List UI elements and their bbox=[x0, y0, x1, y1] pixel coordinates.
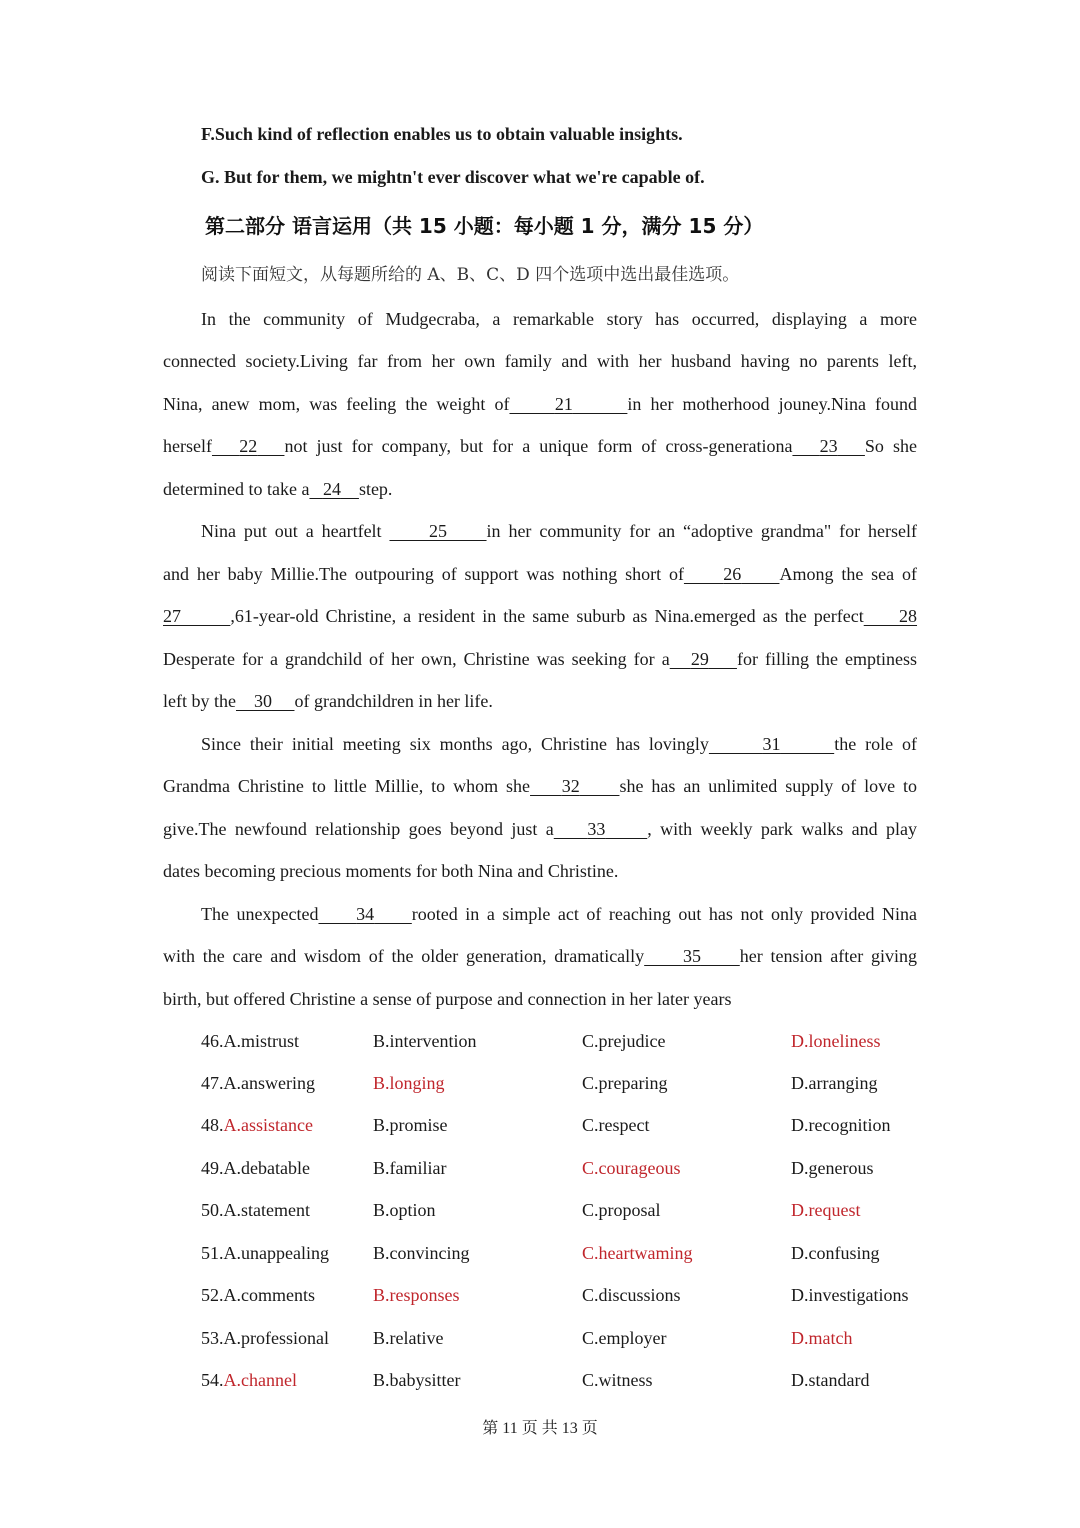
passage-line: birth, but offered Christine a sense of purpose and connection in her later years bbox=[163, 989, 732, 1009]
passage-line: Since their initial meeting six months ago, Christine has lovingly 31 the role of bbox=[201, 734, 918, 754]
passage-line: The unexpected 34 rooted in a simple act of reaching out has not only provided Nina bbox=[201, 904, 918, 924]
option-a-answer: 54.A.channel bbox=[201, 1370, 297, 1390]
option-c: C.proposal bbox=[582, 1200, 661, 1220]
option-a: 51.A.unappealing bbox=[201, 1243, 329, 1263]
passage-line: Grandma Christine to little Millie, to whom she 32 she has an unlimited supply of love to bbox=[163, 776, 917, 796]
option-a: 53.A.professional bbox=[201, 1328, 329, 1348]
passage-line: dates becoming precious moments for both Nina and Christine. bbox=[163, 861, 619, 881]
option-d: D.arranging bbox=[791, 1073, 878, 1093]
blank-35: 35 bbox=[682, 946, 701, 966]
blank-27: 27 bbox=[163, 606, 181, 626]
option-c: C.employer bbox=[582, 1328, 667, 1348]
option-row-54 bbox=[0, 1367, 1080, 1393]
option-row-52 bbox=[0, 1282, 1080, 1308]
blank-29: 29 bbox=[690, 649, 709, 669]
option-row-50 bbox=[0, 1197, 1080, 1223]
option-d-answer: D.loneliness bbox=[791, 1031, 881, 1051]
option-d-answer: D.match bbox=[791, 1328, 853, 1348]
passage-line: 27 ,61-year-old Christine, a resident in the same suburb as Nina.emerged as the perfect 28 bbox=[163, 606, 918, 626]
option-c: C.witness bbox=[582, 1370, 653, 1390]
option-d: D.confusing bbox=[791, 1243, 880, 1263]
sentence-option-f: F.Such kind of reflection enables us to obtain valuable insights. bbox=[201, 124, 683, 144]
blank-22: 22 bbox=[239, 436, 258, 456]
option-d: D.recognition bbox=[791, 1115, 891, 1135]
blank-32: 32 bbox=[561, 776, 580, 796]
option-c: C.preparing bbox=[582, 1073, 668, 1093]
passage-line: herself 22 not just for company, but for a unique form of cross-generationa 23 So she bbox=[163, 436, 917, 456]
blank-30: 30 bbox=[253, 691, 272, 711]
option-row-53 bbox=[0, 1325, 1080, 1351]
option-a-answer: 48.A.assistance bbox=[201, 1115, 313, 1135]
option-d: D.generous bbox=[791, 1158, 874, 1178]
blank-28: 28 bbox=[899, 606, 918, 626]
instruction: 阅读下面短文，从每题所给的 A、B、C、D 四个选项中选出最佳选项。 bbox=[201, 265, 740, 285]
blank-25: 25 bbox=[429, 521, 447, 541]
blank-34: 34 bbox=[356, 904, 375, 924]
blank-21: 21 bbox=[554, 394, 573, 414]
passage-line: with the care and wisdom of the older generation, dramatically 35 her tension after giving bbox=[163, 946, 917, 966]
option-b-answer: B.longing bbox=[373, 1073, 445, 1093]
option-b: B.familiar bbox=[373, 1158, 447, 1178]
option-a: 52.A.comments bbox=[201, 1285, 315, 1305]
option-d: D.standard bbox=[791, 1370, 870, 1390]
option-row-47 bbox=[0, 1070, 1080, 1096]
option-b: B.intervention bbox=[373, 1031, 477, 1051]
option-c: C.respect bbox=[582, 1115, 650, 1135]
option-b: B.promise bbox=[373, 1115, 448, 1135]
blank-26: 26 bbox=[723, 564, 742, 584]
option-row-51 bbox=[0, 1240, 1080, 1266]
option-a: 49.A.debatable bbox=[201, 1158, 310, 1178]
option-row-46 bbox=[0, 1028, 1080, 1054]
passage-line: In the community of Mudgecraba, a remarkable story has occurred, displaying a more bbox=[201, 309, 917, 329]
option-b-answer: B.responses bbox=[373, 1285, 460, 1305]
page-footer: 第 11 页 共 13 页 bbox=[482, 1420, 598, 1437]
option-c: C.prejudice bbox=[582, 1031, 666, 1051]
blank-33: 33 bbox=[587, 819, 606, 839]
passage-line: determined to take a 24 step. bbox=[163, 479, 393, 499]
option-b: B.babysitter bbox=[373, 1370, 461, 1390]
blank-23: 23 bbox=[819, 436, 838, 456]
passage-line: connected society.Living far from her own family and with her husband having no parents left, bbox=[163, 351, 917, 371]
option-d-answer: D.request bbox=[791, 1200, 861, 1220]
option-a: 47.A.answering bbox=[201, 1073, 315, 1093]
passage-line: Nina put out a heartfelt 25 in her community for an “adoptive grandma" for herself bbox=[201, 521, 917, 541]
option-d: D.investigations bbox=[791, 1285, 909, 1305]
option-b: B.option bbox=[373, 1200, 436, 1220]
sentence-option-g: G. But for them, we mightn't ever discover what we're capable of. bbox=[201, 167, 705, 187]
passage-line: left by the 30 of grandchildren in her life. bbox=[163, 691, 493, 711]
option-c-answer: C.courageous bbox=[582, 1158, 681, 1178]
option-b: B.relative bbox=[373, 1328, 444, 1348]
option-c-answer: C.heartwaming bbox=[582, 1243, 693, 1263]
section-heading: 第二部分 语言运用（共 15 小题：每小题 1 分，满分 15 分） bbox=[205, 214, 764, 238]
passage-line: Desperate for a grandchild of her own, Christine was seeking for a 29 for filling the emptiness bbox=[163, 649, 918, 669]
option-a: 46.A.mistrust bbox=[201, 1031, 300, 1051]
blank-31: 31 bbox=[762, 734, 781, 754]
passage-line: give.The newfound relationship goes beyond just a 33 , with weekly park walks and play bbox=[163, 819, 918, 839]
option-a: 50.A.statement bbox=[201, 1200, 310, 1220]
option-c: C.discussions bbox=[582, 1285, 681, 1305]
option-row-48 bbox=[0, 1112, 1080, 1138]
passage-line: and her baby Millie.The outpouring of support was nothing short of 26 Among the sea of bbox=[163, 564, 917, 584]
passage-line: Nina, anew mom, was feeling the weight of 21 in her motherhood jouney.Nina found bbox=[163, 394, 918, 414]
option-row-49 bbox=[0, 1155, 1080, 1181]
option-b: B.convincing bbox=[373, 1243, 470, 1263]
blank-24: 24 bbox=[322, 479, 341, 499]
